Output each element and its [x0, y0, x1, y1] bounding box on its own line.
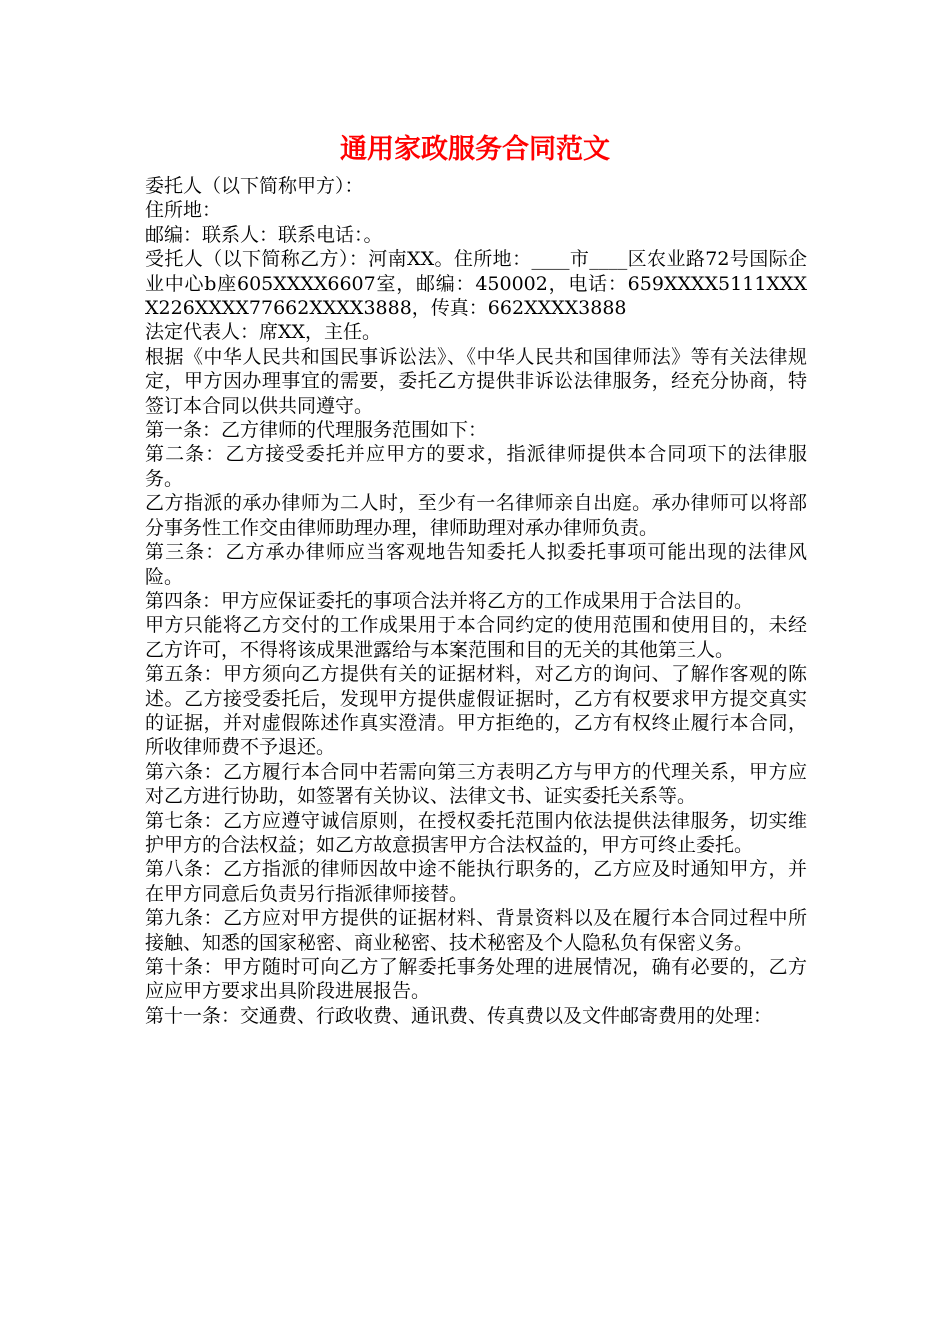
paragraph-client: 委托人（以下简称甲方）：: [145, 175, 364, 197]
paragraph-article-10: 第十条：甲方随时可向乙方了解委托事务处理的进展情况，确有必要的，乙方应应甲方要求出具阶段进展报告。: [145, 956, 807, 1003]
paragraph-article-2: 第二条：乙方接受委托并应甲方的要求，指派律师提供本合同项下的法律服务。: [145, 443, 807, 490]
paragraph-article-8: 第八条：乙方指派的律师因故中途不能执行职务的，乙方应及时通知甲方，并在甲方同意后负责另行指派律师接替。: [145, 858, 807, 905]
paragraph-preamble: 根据《中华人民共和国民事诉讼法》、《中华人民共和国律师法》等有关法律规定，甲方因办理事宜的需要，委托乙方提供非诉讼法律服务，经充分协商，特签订本合同以供共同遵守。: [145, 345, 807, 417]
document-title: 通用家政服务合同范文: [340, 134, 610, 165]
paragraph-article-5: 第五条：甲方须向乙方提供有关的证据材料，对乙方的询问、了解作客观的陈述。乙方接受委托后，发现甲方提供虚假证据时，乙方有权要求甲方提交真实的证据，并对虚假陈述作真实澄清。甲方拒绝的，乙方有权终止履行本合同，所收律师费不予退还。: [145, 663, 807, 759]
paragraph-article-1: 第一条：乙方律师的代理服务范围如下：: [145, 419, 488, 442]
paragraph-article-2-detail: 乙方指派的承办律师为二人时，至少有一名律师亲自出庭。承办律师可以将部分事务性工作交由律师助理办理，律师助理对承办律师负责。: [145, 492, 807, 539]
paragraph-client-address: 住所地：: [145, 199, 222, 222]
paragraph-article-9: 第九条：乙方应对甲方提供的证据材料、背景资料以及在履行本合同过程中所接触、知悉的国家秘密、商业秘密、技术秘密及个人隐私负有保密义务。: [145, 907, 807, 954]
document-body: [145, 174, 807, 1028]
paragraph-article-4-detail: 甲方只能将乙方交付的工作成果用于本合同约定的使用范围和使用目的，未经乙方许可，不得将该成果泄露给与本案范围和目的无关的其他第三人。: [145, 614, 807, 661]
paragraph-article-11: 第十一条：交通费、行政收费、通讯费、传真费以及文件邮寄费用的处理：: [145, 1004, 773, 1027]
paragraph-legal-representative: 法定代表人：席XX，主任。: [145, 321, 382, 344]
paragraph-article-7: 第七条：乙方应遵守诚信原则，在授权委托范围内依法提供法律服务，切实维护甲方的合法权益；如乙方故意损害甲方合法权益的，甲方可终止委托。: [145, 809, 807, 856]
paragraph-article-3: 第三条：乙方承办律师应当客观地告知委托人拟委托事项可能出现的法律风险。: [145, 541, 807, 588]
paragraph-article-4: 第四条：甲方应保证委托的事项合法并将乙方的工作成果用于合法目的。: [145, 589, 754, 612]
paragraph-article-6: 第六条：乙方履行本合同中若需向第三方表明乙方与甲方的代理关系，甲方应对乙方进行协助，如签署有关协议、法律文书、证实委托关系等。: [145, 760, 807, 808]
paragraph-client-contact: 邮编：联系人：联系电话：。: [145, 223, 383, 246]
paragraph-trustee: 受托人（以下简称乙方）：河南XX。住所地：____市____区农业路72号国际企业中心b座605XXXX6607室，邮编：450002，电话：659XXXX5111XXXX226XXXX77662XXXX3888，传真：662XXXX3888: [145, 248, 807, 320]
